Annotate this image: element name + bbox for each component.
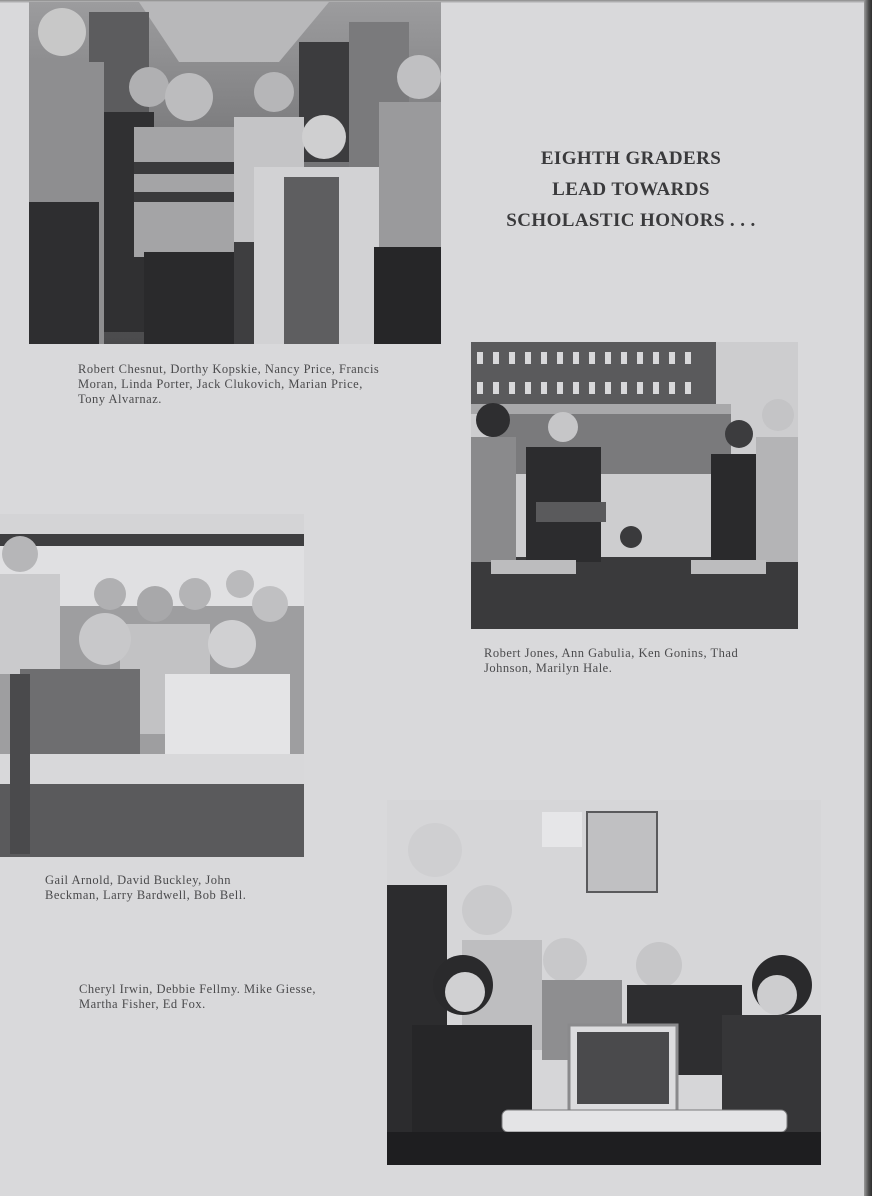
caption-lab-line-1: Robert Jones, Ann Gabulia, Ken Gonins, Thad (484, 646, 739, 660)
photo-lab-students (471, 342, 798, 629)
photo-group-display (387, 800, 821, 1165)
photo-lab-image (471, 342, 798, 629)
headline-line-2: LEAD TOWARDS (552, 179, 710, 200)
page-headline (478, 143, 784, 236)
photo-classroom-desks (0, 514, 304, 857)
caption-hallway-line-1: Robert Chesnut, Dorthy Kopskie, Nancy Price, Francis (78, 362, 380, 376)
caption-group-line-1: Cheryl Irwin, Debbie Fellmy. Mike Giesse, (79, 982, 317, 996)
caption-lab (484, 646, 738, 676)
caption-desks-line-1: Gail Arnold, David Buckley, John (45, 873, 232, 887)
caption-group (79, 982, 316, 1012)
photo-desks-image (0, 514, 304, 857)
caption-hallway-line-3: Tony Alvarnaz. (78, 392, 162, 406)
caption-group-line-2: Martha Fisher, Ed Fox. (79, 997, 206, 1011)
photo-group-image (387, 800, 821, 1165)
caption-desks (45, 873, 246, 903)
caption-hallway (78, 362, 379, 407)
headline-line-1: EIGHTH GRADERS (540, 148, 722, 169)
headline-line-3: SCHOLASTIC HONORS . . . (506, 210, 756, 231)
photo-hallway-students (29, 2, 441, 344)
page-binding-edge (864, 0, 872, 1196)
caption-desks-line-2: Beckman, Larry Bardwell, Bob Bell. (45, 888, 247, 902)
caption-lab-line-2: Johnson, Marilyn Hale. (484, 661, 613, 675)
photo-hallway-image (29, 2, 441, 344)
caption-hallway-line-2: Moran, Linda Porter, Jack Clukovich, Marian Price, (78, 377, 363, 391)
